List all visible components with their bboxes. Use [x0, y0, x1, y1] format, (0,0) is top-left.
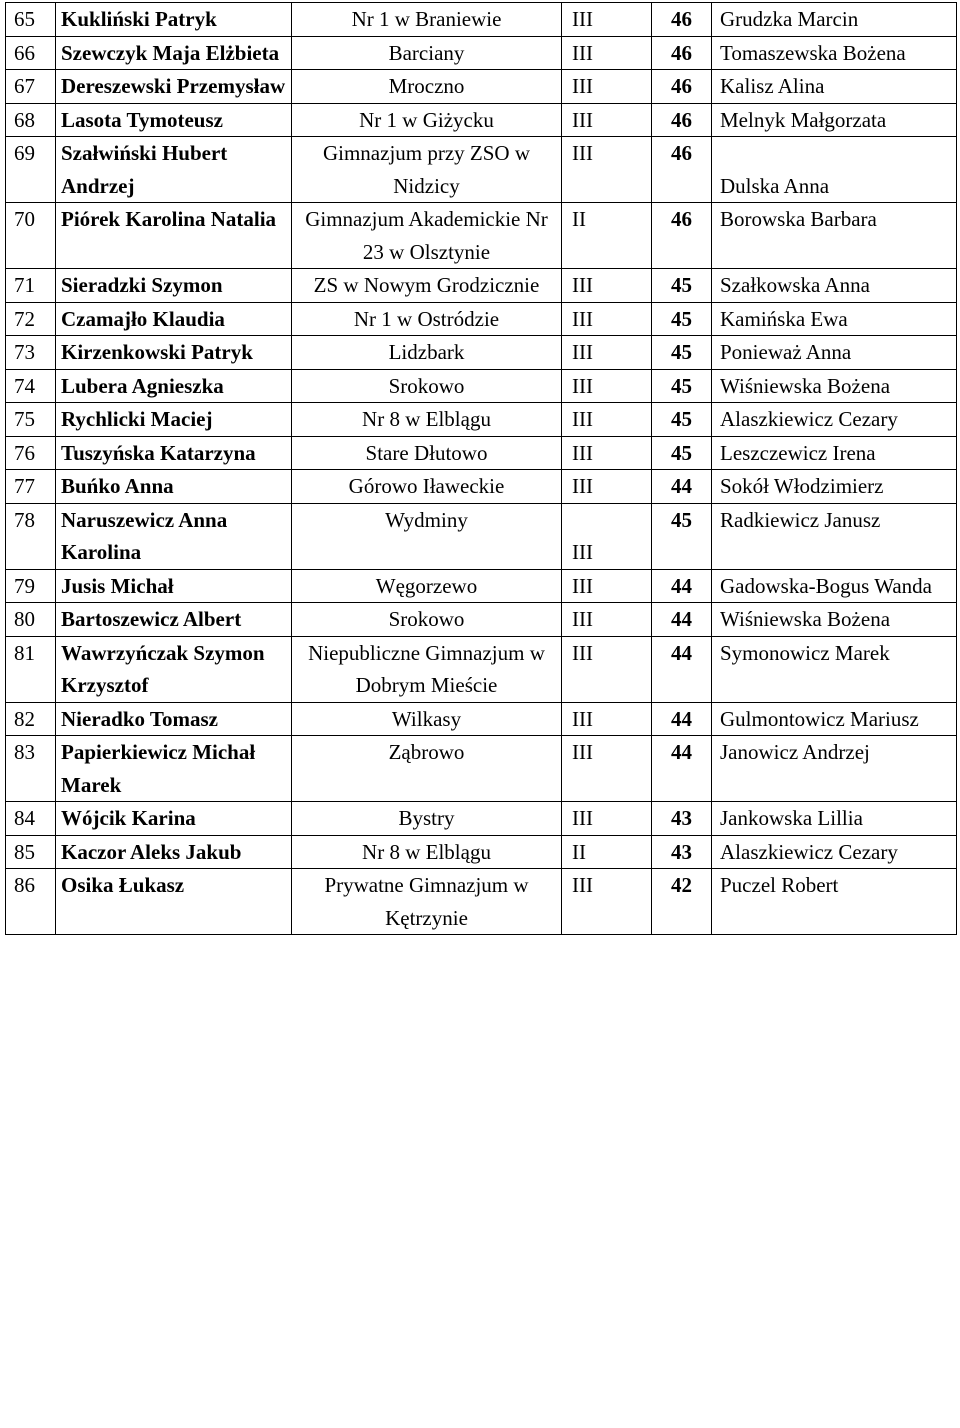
points: 45 — [652, 302, 712, 336]
row-number: 79 — [6, 569, 56, 603]
teacher-name: Ponieważ Anna — [712, 336, 957, 370]
points: 46 — [652, 3, 712, 37]
student-name: Rychlicki Maciej — [56, 403, 292, 437]
table-row — [6, 36, 957, 70]
student-name: Kirzenkowski Patryk — [56, 336, 292, 370]
table-row — [6, 103, 957, 137]
student-name: Szałwiński Hubert Andrzej — [56, 137, 292, 203]
student-name: Wawrzyńczak Szymon Krzysztof — [56, 636, 292, 702]
class-grade: III — [562, 736, 652, 802]
row-number: 66 — [6, 36, 56, 70]
teacher-name: Tomaszewska Bożena — [712, 36, 957, 70]
class-grade: III — [562, 36, 652, 70]
points: 44 — [652, 569, 712, 603]
teacher-name: Jankowska Lillia — [712, 802, 957, 836]
class-grade: III — [562, 103, 652, 137]
row-number: 84 — [6, 802, 56, 836]
teacher-name: Melnyk Małgorzata — [712, 103, 957, 137]
class-grade: III — [562, 269, 652, 303]
row-number: 71 — [6, 269, 56, 303]
student-name: Kaczor Aleks Jakub — [56, 835, 292, 869]
points: 44 — [652, 470, 712, 504]
teacher-name: Alaszkiewicz Cezary — [712, 835, 957, 869]
points: 43 — [652, 802, 712, 836]
teacher-name: Kalisz Alina — [712, 70, 957, 104]
teacher-name: Dulska Anna — [712, 137, 957, 203]
class-grade: III — [562, 3, 652, 37]
row-number: 86 — [6, 869, 56, 935]
class-grade: III — [562, 636, 652, 702]
teacher-name: Sokół Włodzimierz — [712, 470, 957, 504]
school-name: Lidzbark — [292, 336, 562, 370]
class-grade: III — [562, 802, 652, 836]
teacher-name: Wiśniewska Bożena — [712, 603, 957, 637]
school-name: Nr 1 w Braniewie — [292, 3, 562, 37]
student-name: Szewczyk Maja Elżbieta — [56, 36, 292, 70]
row-number: 73 — [6, 336, 56, 370]
table-row — [6, 603, 957, 637]
points: 43 — [652, 835, 712, 869]
class-grade: III — [562, 569, 652, 603]
school-name: Gimnazjum Akademickie Nr 23 w Olsztynie — [292, 203, 562, 269]
student-name: Piórek Karolina Natalia — [56, 203, 292, 269]
table-row — [6, 503, 957, 569]
teacher-name: Radkiewicz Janusz — [712, 503, 957, 569]
class-grade: III — [562, 436, 652, 470]
class-grade: III — [562, 702, 652, 736]
row-number: 82 — [6, 702, 56, 736]
class-grade: III — [562, 336, 652, 370]
points: 46 — [652, 103, 712, 137]
teacher-name: Symonowicz Marek — [712, 636, 957, 702]
school-name: Stare Dłutowo — [292, 436, 562, 470]
row-number: 80 — [6, 603, 56, 637]
student-name: Dereszewski Przemysław — [56, 70, 292, 104]
student-name: Tuszyńska Katarzyna — [56, 436, 292, 470]
points: 45 — [652, 403, 712, 437]
table-row — [6, 470, 957, 504]
teacher-name: Leszczewicz Irena — [712, 436, 957, 470]
school-name: Nr 1 w Ostródzie — [292, 302, 562, 336]
row-number: 78 — [6, 503, 56, 569]
teacher-name: Wiśniewska Bożena — [712, 369, 957, 403]
table-row — [6, 736, 957, 802]
points: 44 — [652, 702, 712, 736]
table-row — [6, 702, 957, 736]
student-name: Nieradko Tomasz — [56, 702, 292, 736]
row-number: 70 — [6, 203, 56, 269]
table-row — [6, 269, 957, 303]
school-name: Prywatne Gimnazjum w Kętrzynie — [292, 869, 562, 935]
teacher-name: Kamińska Ewa — [712, 302, 957, 336]
class-grade: II — [562, 835, 652, 869]
table-row — [6, 569, 957, 603]
teacher-name: Grudzka Marcin — [712, 3, 957, 37]
table-row — [6, 369, 957, 403]
school-name: Bystry — [292, 802, 562, 836]
row-number: 81 — [6, 636, 56, 702]
table-row — [6, 636, 957, 702]
points: 44 — [652, 603, 712, 637]
points: 45 — [652, 503, 712, 569]
student-name: Kukliński Patryk — [56, 3, 292, 37]
school-name: Barciany — [292, 36, 562, 70]
row-number: 77 — [6, 470, 56, 504]
table-row — [6, 869, 957, 935]
class-grade: III — [562, 869, 652, 935]
row-number: 74 — [6, 369, 56, 403]
school-name: Wydminy — [292, 503, 562, 569]
row-number: 72 — [6, 302, 56, 336]
school-name: Węgorzewo — [292, 569, 562, 603]
school-name: ZS w Nowym Grodzicznie — [292, 269, 562, 303]
table-row — [6, 835, 957, 869]
class-grade: II — [562, 203, 652, 269]
school-name: Gimnazjum przy ZSO w Nidzicy — [292, 137, 562, 203]
school-name: Górowo Iławeckie — [292, 470, 562, 504]
points: 44 — [652, 736, 712, 802]
school-name: Wilkasy — [292, 702, 562, 736]
teacher-name: Puczel Robert — [712, 869, 957, 935]
table-row — [6, 70, 957, 104]
table-row — [6, 137, 957, 203]
row-number: 65 — [6, 3, 56, 37]
row-number: 67 — [6, 70, 56, 104]
student-name: Naruszewicz Anna Karolina — [56, 503, 292, 569]
student-name: Papierkiewicz Michał Marek — [56, 736, 292, 802]
row-number: 69 — [6, 137, 56, 203]
class-grade: III — [562, 137, 652, 203]
points: 46 — [652, 203, 712, 269]
class-grade: III — [562, 470, 652, 504]
school-name: Ząbrowo — [292, 736, 562, 802]
row-number: 76 — [6, 436, 56, 470]
school-name: Srokowo — [292, 369, 562, 403]
class-grade: III — [562, 403, 652, 437]
class-grade: III — [562, 302, 652, 336]
results-table — [5, 2, 957, 935]
student-name: Wójcik Karina — [56, 802, 292, 836]
points: 45 — [652, 369, 712, 403]
student-name: Buńko Anna — [56, 470, 292, 504]
teacher-name: Borowska Barbara — [712, 203, 957, 269]
student-name: Jusis Michał — [56, 569, 292, 603]
student-name: Czamajło Klaudia — [56, 302, 292, 336]
table-row — [6, 336, 957, 370]
points: 45 — [652, 269, 712, 303]
school-name: Nr 1 w Giżycku — [292, 103, 562, 137]
student-name: Lubera Agnieszka — [56, 369, 292, 403]
class-grade: III — [562, 603, 652, 637]
teacher-name: Janowicz Andrzej — [712, 736, 957, 802]
points: 46 — [652, 36, 712, 70]
school-name: Srokowo — [292, 603, 562, 637]
school-name: Nr 8 w Elblągu — [292, 835, 562, 869]
points: 42 — [652, 869, 712, 935]
teacher-name: Alaszkiewicz Cezary — [712, 403, 957, 437]
table-row — [6, 436, 957, 470]
table-row — [6, 802, 957, 836]
points: 46 — [652, 137, 712, 203]
teacher-name: Gulmontowicz Mariusz — [712, 702, 957, 736]
points: 45 — [652, 336, 712, 370]
student-name: Osika Łukasz — [56, 869, 292, 935]
points: 46 — [652, 70, 712, 104]
school-name: Mroczno — [292, 70, 562, 104]
table-row — [6, 403, 957, 437]
student-name: Sieradzki Szymon — [56, 269, 292, 303]
class-grade: III — [562, 369, 652, 403]
table-row — [6, 302, 957, 336]
school-name: Niepubliczne Gimnazjum w Dobrym Mieście — [292, 636, 562, 702]
table-row — [6, 3, 957, 37]
table-row — [6, 203, 957, 269]
row-number: 68 — [6, 103, 56, 137]
row-number: 83 — [6, 736, 56, 802]
school-name: Nr 8 w Elblągu — [292, 403, 562, 437]
row-number: 75 — [6, 403, 56, 437]
teacher-name: Szałkowska Anna — [712, 269, 957, 303]
student-name: Bartoszewicz Albert — [56, 603, 292, 637]
class-grade: III — [562, 503, 652, 569]
student-name: Lasota Tymoteusz — [56, 103, 292, 137]
teacher-name: Gadowska-Bogus Wanda — [712, 569, 957, 603]
points: 45 — [652, 436, 712, 470]
points: 44 — [652, 636, 712, 702]
class-grade: III — [562, 70, 652, 104]
row-number: 85 — [6, 835, 56, 869]
